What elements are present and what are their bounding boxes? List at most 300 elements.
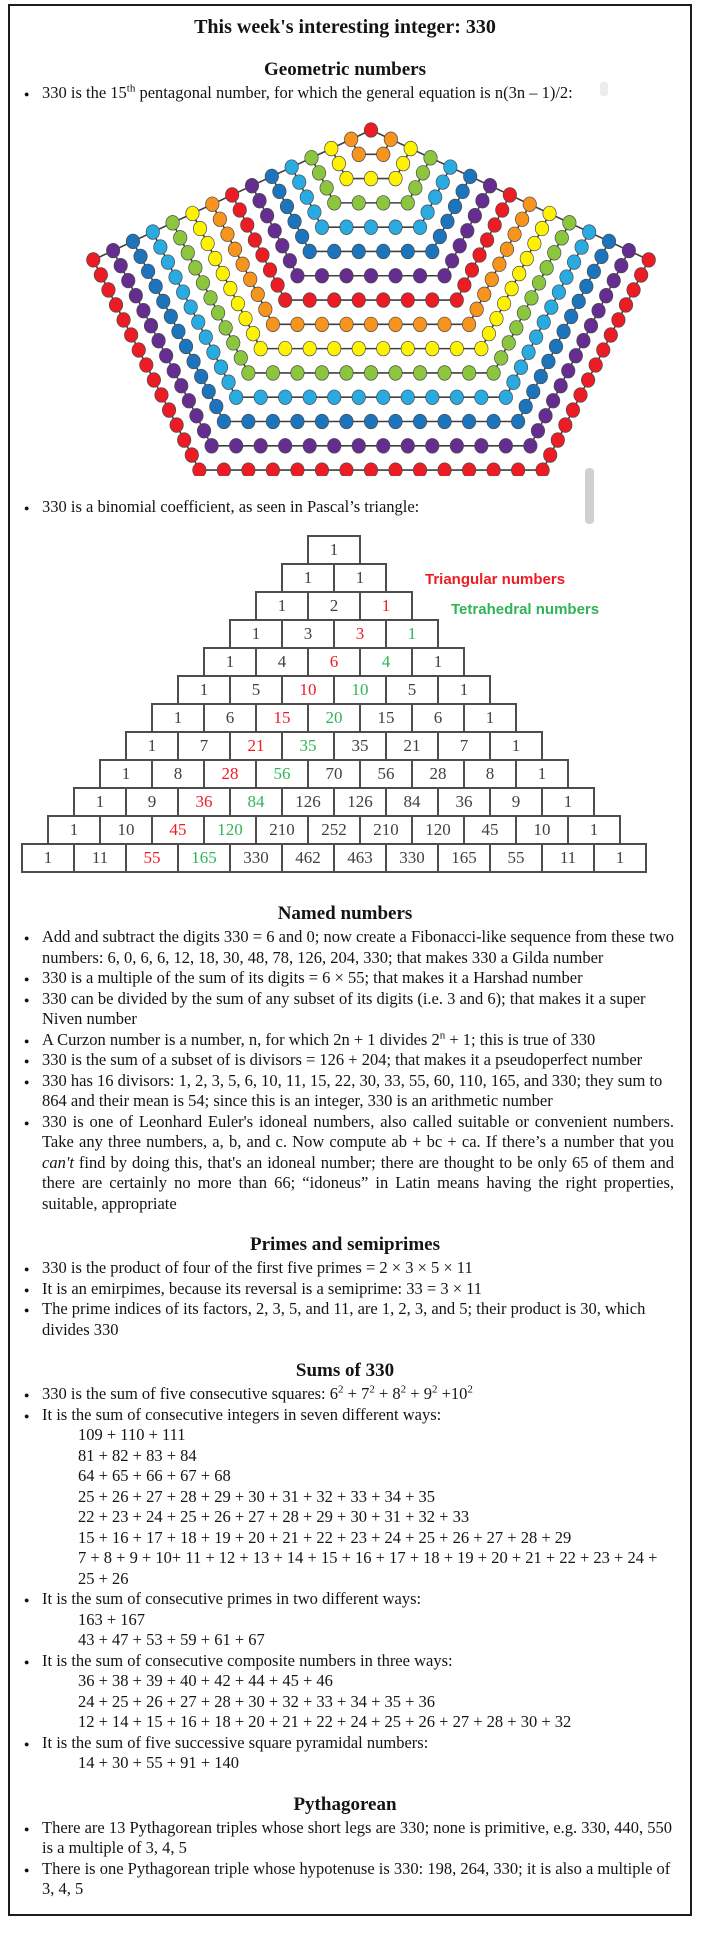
pentagon-dot [170, 417, 183, 432]
pentagon-dot [493, 256, 506, 271]
pentagon-dot [141, 264, 154, 279]
pentagon-dot [450, 341, 463, 356]
pentagon-dot [508, 226, 521, 241]
pascal-cell: 5 [229, 675, 283, 705]
pascal-cell: 55 [489, 843, 543, 873]
pentagon-dot [524, 438, 537, 453]
pentagon-dot [291, 414, 304, 429]
pentagon-dot [106, 243, 119, 258]
connector-line [408, 157, 431, 202]
pentagon-dot [229, 438, 242, 453]
pentagon-dot [263, 262, 276, 277]
pentagon-dot [529, 329, 542, 344]
section-heading-named: Named numbers [277, 903, 413, 924]
bullet-item [16, 1818, 674, 1859]
pascal-cell: 28 [203, 759, 257, 789]
pentagon-dot [377, 389, 390, 404]
pentagon-dot [364, 219, 377, 234]
pentagon-dot [246, 326, 259, 341]
pascal-cell: 126 [281, 787, 335, 817]
pentagon-dot [496, 202, 509, 217]
pentagon-dot [214, 359, 227, 374]
pascal-cell: 6 [307, 647, 361, 677]
pentagon-dot [300, 189, 313, 204]
pascal-cell: 1 [515, 759, 569, 789]
pentagon-dot [413, 268, 426, 283]
pentagon-dot [364, 462, 377, 475]
connector-line [311, 157, 334, 202]
pentagon-dot [122, 273, 135, 288]
pentagon-dot [340, 365, 353, 380]
pentagon-dot [444, 159, 457, 174]
bullet-text: There are 13 Pythagorean triples whose short legs are 330; none is primitive, e.g. 330, 440, 550 is a multiple of 3, 4, 5 [42, 1817, 673, 1857]
pentagon-dot [503, 187, 516, 202]
pentagon-dot [303, 438, 316, 453]
pentagon-dot [192, 314, 205, 329]
pascal-cell: 8 [463, 759, 517, 789]
pentagon-dot [520, 251, 533, 266]
pentagon-dot [563, 215, 576, 230]
pascal-cell: 8 [151, 759, 205, 789]
pentagon-dot [413, 414, 426, 429]
pentagon-dot [236, 256, 249, 271]
sum-line: 14 + 30 + 55 + 91 + 140 [78, 1753, 239, 1772]
pentagon-dot [409, 180, 422, 195]
pentagon-dot [291, 268, 304, 283]
pascal-cell: 11 [73, 843, 127, 873]
pentagon-dot [642, 252, 655, 267]
pentagon-dot [204, 290, 217, 305]
pentagon-dot [537, 314, 550, 329]
pentagon-dot [426, 389, 439, 404]
pentagon-dot [580, 279, 593, 294]
pascal-cell: 165 [437, 843, 491, 873]
pascal-cell: 55 [125, 843, 179, 873]
pentagon-dot [463, 169, 476, 184]
pentagon-dot [548, 245, 561, 260]
bullet-item [16, 1589, 674, 1651]
pentagon-dot [525, 290, 538, 305]
pentagon-dot [181, 245, 194, 260]
pentagon-dot [288, 214, 301, 229]
pentagon-dot [229, 389, 242, 404]
pentagon-dot [487, 365, 500, 380]
named-numbers-bullets [16, 927, 674, 1214]
bullet-item [16, 1112, 674, 1215]
pascal-cell: 56 [255, 759, 309, 789]
pentagon-dot [572, 294, 585, 309]
bullet-item [16, 1279, 674, 1300]
sum-line: 24 + 25 + 26 + 27 + 28 + 30 + 32 + 33 + 34 + 35 + 36 [78, 1691, 436, 1711]
pascal-cell: 35 [333, 731, 387, 761]
pentagon-dot [511, 414, 524, 429]
pentagon-dot [194, 369, 207, 384]
pentagon-dot [485, 271, 498, 286]
pascal-cell: 21 [229, 731, 283, 761]
pentagon-dot [554, 378, 567, 393]
pentagon-dot [285, 159, 298, 174]
pascal-cell: 45 [151, 815, 205, 845]
pascal-row [203, 647, 465, 677]
pentagon-dot [559, 417, 572, 432]
pentagon-dot [211, 305, 224, 320]
pentagon-dot [546, 393, 559, 408]
sum-line: 22 + 23 + 24 + 25 + 26 + 27 + 28 + 29 + 30 + 31 + 32 + 33 [78, 1507, 470, 1526]
bullet-item [16, 1050, 674, 1071]
pentagon-dot [604, 327, 617, 342]
pentagon-dot [389, 317, 402, 332]
pentagon-dot [242, 462, 255, 475]
bullet-text: 330 is a multiple of the sum of its digits = 6 × 55; that makes it a Harshad number [42, 968, 583, 987]
pascal-cell: 11 [541, 843, 595, 873]
bullet-text: 330 is the product of four of the first five primes = 2 × 3 × 5 × 11 [42, 1258, 473, 1277]
pentagon-dot [291, 365, 304, 380]
bullet-item [16, 968, 674, 989]
pascal-row [21, 843, 647, 873]
pentagon-dot [389, 219, 402, 234]
pentagon-dot [245, 178, 258, 193]
pentagon-dot [448, 199, 461, 214]
bullet-text: 330 has 16 divisors: 1, 2, 3, 5, 6, 10, 11, 15, 22, 30, 33, 55, 60, 110, 165, and 330; they sum to 864 and their mean is 54; since this is an integer, 330 is an arithmetic number [42, 1070, 663, 1110]
pascal-cell: 1 [541, 787, 595, 817]
pentagon-dot [364, 268, 377, 283]
pentagon-dot [176, 284, 189, 299]
pentagon-dot [185, 447, 198, 462]
pascal-cell: 1 [489, 731, 543, 761]
pascal-cell: 1 [151, 703, 205, 733]
pentagon-dot [462, 462, 475, 475]
pentagon-dot [575, 239, 588, 254]
pentagon-dot [364, 414, 377, 429]
pentagon-dot [352, 438, 365, 453]
pentagon-dot [193, 462, 206, 475]
pentagon-dot [187, 354, 200, 369]
pentagon-dot [340, 171, 353, 186]
pentagon-dot [340, 462, 353, 475]
pentagon-dot [560, 269, 573, 284]
pentagon-dot [140, 357, 153, 372]
pentagon-dot [462, 365, 475, 380]
pentagon-dot [266, 365, 279, 380]
pentagon-dot [213, 211, 226, 226]
pentagon-dot [552, 284, 565, 299]
pentagon-dot [499, 389, 512, 404]
pentagon-dot [315, 317, 328, 332]
pascal-cell: 1 [437, 675, 491, 705]
pentagon-dot [278, 292, 291, 307]
pentagon-dot [315, 268, 328, 283]
pentagon-dot [519, 399, 532, 414]
pentagon-dot [340, 317, 353, 332]
pentagon-dot [500, 241, 513, 256]
bullet-text: It is the sum of consecutive composite numbers in three ways: [42, 1650, 453, 1670]
sum-line: 36 + 38 + 39 + 40 + 42 + 44 + 45 + 46 [78, 1671, 333, 1690]
pentagon-dot [515, 211, 528, 226]
sum-line: 15 + 16 + 17 + 18 + 19 + 20 + 21 + 22 + 23 + 24 + 25 + 26 + 27 + 28 + 29 [78, 1527, 572, 1547]
pentagon-dot [202, 384, 215, 399]
pentagon-dot [377, 292, 390, 307]
pentagon-dot [186, 206, 199, 221]
pascal-cell: 56 [359, 759, 413, 789]
bullet-text: 330 is one of Leonhard Euler's idoneal numbers, also called suitable or convenient numbers. Take any three numbers, a, b, and c. Now compute ab + bc + ca. If there’s a number that you can't find by doing this, that's an idoneal number; there are thought to be only 65 of them and there are certainly no more than 66; “idoneus” in Latin means having the right properties, suitable, appropriate [42, 1111, 674, 1213]
pentagon-dot [564, 309, 577, 324]
pascal-cell: 2 [307, 591, 361, 621]
pentagon-dot [413, 219, 426, 234]
sum-line: 64 + 65 + 66 + 67 + 68 [78, 1466, 231, 1485]
sums-bullets [16, 1384, 674, 1774]
pentagon-dot [167, 363, 180, 378]
pascal-cell: 1 [281, 563, 335, 593]
pentagon-dot [450, 292, 463, 307]
pascal-cell: 84 [385, 787, 439, 817]
pentagon-dot [332, 156, 345, 171]
bullet-text: Add and subtract the digits 330 = 6 and 0; now create a Fibonacci-like sequence from these two numbers: 6, 0, 6, 6, 12, 18, 30, 48, 78, 126, 204, 330; that makes 330 a Gilda number [42, 927, 674, 967]
pascal-cell: 10 [515, 815, 569, 845]
pascal-cell: 1 [593, 843, 647, 873]
pascal-cell: 1 [73, 787, 127, 817]
pascal-cell: 120 [203, 815, 257, 845]
pentagon-dot [389, 365, 402, 380]
pascal-cell: 6 [203, 703, 257, 733]
pentagon-dot [328, 438, 341, 453]
pentagon-dot [482, 326, 495, 341]
pentagon-dot [144, 318, 157, 333]
pentagon-dot [260, 208, 273, 223]
pentagon-dot [522, 344, 535, 359]
bullet-item [16, 1258, 674, 1279]
pascal-cell: 126 [333, 787, 387, 817]
pascal-cell: 330 [229, 843, 283, 873]
pentagon-dot [453, 238, 466, 253]
pentagon-dot [480, 232, 493, 247]
pentagon-dot [221, 226, 234, 241]
pentagon-dot [384, 131, 397, 146]
pentagon-dot [216, 266, 229, 281]
pentagon-dot [622, 243, 635, 258]
pentagon-dot [461, 223, 474, 238]
pentagon-dot [265, 169, 278, 184]
pascal-cell: 120 [411, 815, 465, 845]
pascal-cell: 7 [177, 731, 231, 761]
pentagon-dot [251, 287, 264, 302]
pentagon-dot [189, 260, 202, 275]
pascal-cell: 9 [489, 787, 543, 817]
pentagon-dot [476, 193, 489, 208]
pascal-cell: 9 [125, 787, 179, 817]
bullet-text: 330 is the sum of five consecutive squares: $6^2 + 7^2 + 8^2 + 9^2 +10^2$ [42, 1383, 473, 1403]
pentagon-dot [445, 253, 458, 268]
pentagon-dot [254, 341, 267, 356]
pentagon-dot [273, 184, 286, 199]
pentagon-dot [134, 249, 147, 264]
pentagon-dot [494, 350, 507, 365]
section-heading-pythagorean: Pythagorean [293, 1793, 397, 1815]
pascal-cell: 252 [307, 815, 361, 845]
pascal-cell: 1 [359, 591, 413, 621]
pascal-row [99, 759, 569, 789]
pentagon-dot [340, 268, 353, 283]
pentagon-dot [536, 462, 549, 475]
pentagon-dot [340, 414, 353, 429]
pentagon-dot [352, 292, 365, 307]
pentagon-dot [599, 288, 612, 303]
bullet-text: A Curzon number is a number, n, for which 2n + 1 divides $2^n + 1$; this is true of 330 [42, 1029, 596, 1049]
pentagon-dot [124, 327, 137, 342]
pascal-cell: 15 [359, 703, 413, 733]
pentagon-dot [172, 324, 185, 339]
pentagon-dot [159, 348, 172, 363]
pentagon-dot [424, 150, 437, 165]
pascal-row [73, 787, 595, 817]
pentagon-dot [401, 195, 414, 210]
pentagon-dot [352, 389, 365, 404]
pentagon-dot [567, 254, 580, 269]
pentagon-dot [577, 333, 590, 348]
pentagon-dot [544, 447, 557, 462]
pentagon-dot [528, 236, 541, 251]
pentagon-dot [174, 230, 187, 245]
pentagon-dot [377, 341, 390, 356]
pentagon-dot [377, 146, 390, 161]
pentagon-dot [231, 296, 244, 311]
sum-line: 25 + 26 + 27 + 28 + 29 + 30 + 31 + 32 + 33 + 34 + 35 [78, 1486, 436, 1506]
pascal-cell: 1 [307, 535, 361, 565]
pentagon-dot [513, 266, 526, 281]
pentagon-dot [534, 369, 547, 384]
pascal-cell: 10 [281, 675, 335, 705]
pentagon-dot [303, 389, 316, 404]
pentagon-dot [147, 372, 160, 387]
pentagon-dot [566, 402, 579, 417]
pentagon-dot [305, 150, 318, 165]
pentagon-dot [416, 165, 429, 180]
pascal-cell: 36 [437, 787, 491, 817]
pentagon-dot [225, 187, 238, 202]
pascal-cell: 6 [411, 703, 465, 733]
pentagon-dots-diagram [81, 118, 661, 476]
scrollbar-thumb[interactable] [585, 468, 594, 524]
pascal-cell: 1 [255, 591, 309, 621]
pentagon-dot [224, 281, 237, 296]
pentagon-dot [592, 303, 605, 318]
pascal-cell: 1 [385, 619, 439, 649]
bullet-item [16, 1299, 674, 1340]
pentagon-dot [396, 156, 409, 171]
pentagon-dot [436, 174, 449, 189]
pentagon-dot [589, 357, 602, 372]
pascal-row [151, 703, 517, 733]
pentagon-dot [268, 223, 281, 238]
pascal-row [229, 619, 439, 649]
pentagon-dot [352, 341, 365, 356]
pascal-cell: 330 [385, 843, 439, 873]
pentagon-dot [266, 317, 279, 332]
bullet-item [16, 989, 674, 1030]
pentagon-dot [401, 292, 414, 307]
pentagon-dot [102, 282, 115, 297]
pentagon-dot [276, 238, 289, 253]
pentagon-dot [401, 438, 414, 453]
bullet-text: It is the sum of consecutive primes in two different ways: [42, 1589, 422, 1608]
pentagon-dot [549, 339, 562, 354]
pentagon-dot [389, 414, 402, 429]
pentagon-dot [462, 317, 475, 332]
pentagon-dot [352, 195, 365, 210]
pentagon-dot [87, 252, 100, 267]
bullet-item [16, 1030, 674, 1051]
pentagon-dot [219, 320, 232, 335]
pentagon-dot [514, 359, 527, 374]
page-title: This week's interesting integer: 330 [194, 16, 496, 38]
pentagon-dot [581, 372, 594, 387]
pentagon-dot [462, 414, 475, 429]
pentagon-dot [364, 365, 377, 380]
pentagon-dot [129, 288, 142, 303]
pentagon-dot [278, 341, 291, 356]
bullet-text: The prime indices of its factors, 2, 3, 5, and 11, are 1, 2, 3, and 5; their product is 30, which divides 330 [42, 1299, 646, 1339]
pentagon-dot [117, 312, 130, 327]
pentagon-dot [352, 146, 365, 161]
bullet-text: It is the sum of five successive square pyramidal numbers: [42, 1732, 429, 1752]
pascals-triangle [21, 535, 647, 875]
pascal-cell: 1 [177, 675, 231, 705]
pentagon-dot [308, 204, 321, 219]
pentagon-dot [468, 208, 481, 223]
pascal-cell: 3 [333, 619, 387, 649]
pentagon-dot [421, 204, 434, 219]
pentagon-dot [132, 342, 145, 357]
pentagon-dot [490, 311, 503, 326]
pentagon-dot [340, 219, 353, 234]
pentagon-dot [303, 341, 316, 356]
pentagon-dot [175, 378, 188, 393]
pentagon-dot [152, 333, 165, 348]
pentagon-dot [450, 438, 463, 453]
pentagon-dot [584, 318, 597, 333]
pentagon-dot [539, 408, 552, 423]
pentagon-dot [523, 196, 536, 211]
geometric-bullets [16, 83, 674, 104]
pentagon-dot [325, 141, 338, 156]
pascal-cell: 210 [359, 815, 413, 845]
pentagon-dot [303, 292, 316, 307]
pentagon-dot [475, 389, 488, 404]
pentagon-dot [169, 269, 182, 284]
pentagon-dot [532, 275, 545, 290]
pentagon-dot [475, 438, 488, 453]
pentagon-dot [615, 258, 628, 273]
pentagon-dot [438, 268, 451, 283]
pentagon-dot [377, 244, 390, 259]
pentagon-dot [271, 277, 284, 292]
pentagon-dot [312, 165, 325, 180]
document-page [8, 4, 692, 1916]
pentagonal-number-figure [81, 118, 661, 481]
label-triangular-numbers: Triangular numbers [425, 571, 566, 588]
bullet-binomial: ● 330 is a binomial coefficient, as seen in Pascal’s triangle: [16, 497, 674, 518]
pentagon-dot [404, 141, 417, 156]
pentagon-dot [256, 247, 269, 262]
primes-bullets [16, 1258, 674, 1340]
pentagon-dot [155, 387, 168, 402]
pascal-cell: 10 [333, 675, 387, 705]
pascal-cell: 10 [99, 815, 153, 845]
bullet-item [16, 1733, 674, 1774]
pentagon-dot [208, 251, 221, 266]
pentagon-dot [206, 196, 219, 211]
bullet-item [16, 1651, 674, 1733]
pentagon-dot [413, 317, 426, 332]
